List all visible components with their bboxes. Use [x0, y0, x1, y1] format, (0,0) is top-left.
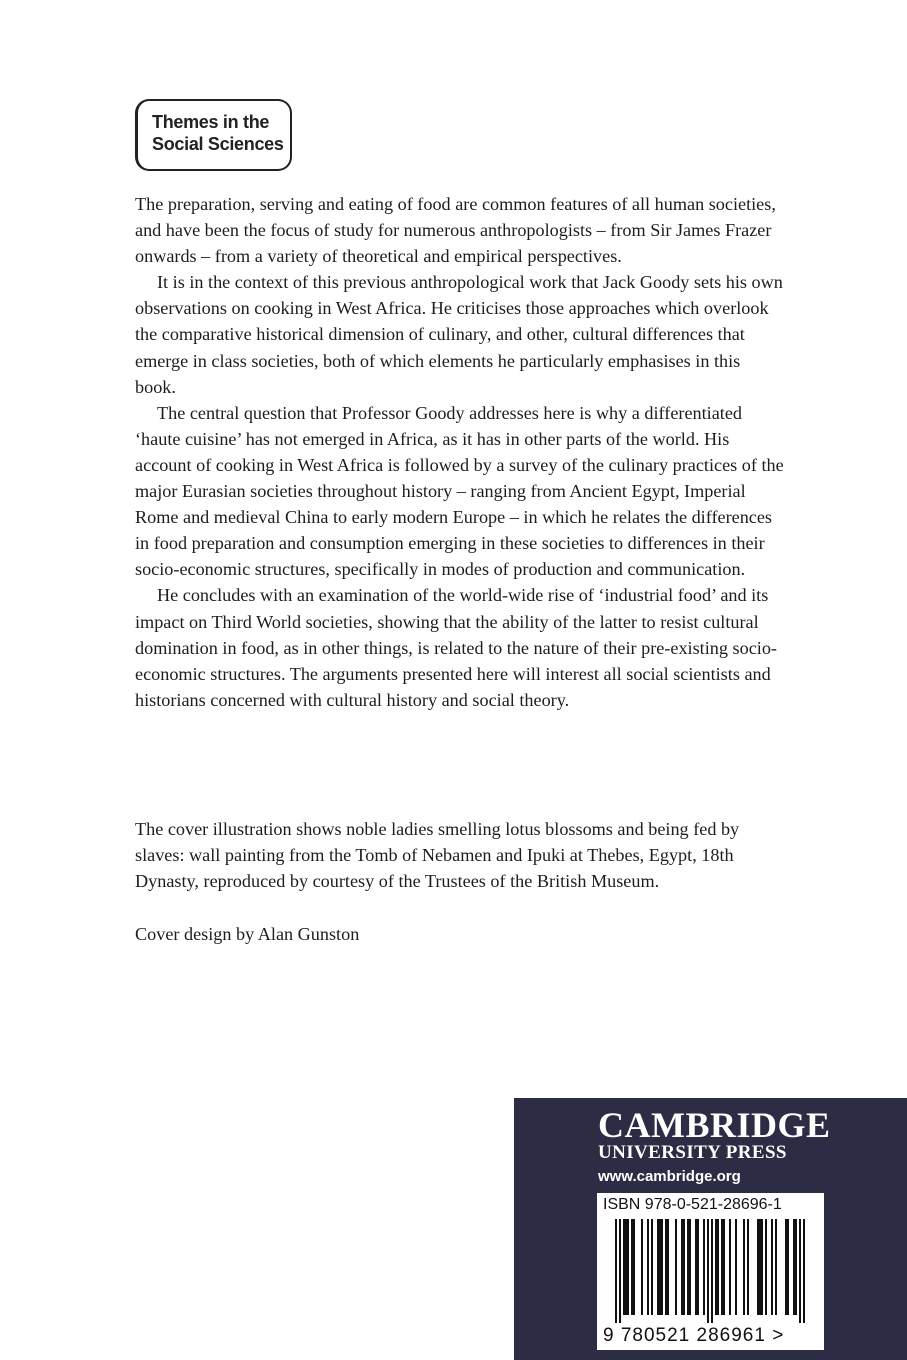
barcode-bar: [647, 1219, 649, 1315]
barcode-bar: [667, 1219, 669, 1315]
barcode-bar: [657, 1219, 659, 1315]
barcode-bar: [681, 1219, 683, 1315]
barcode-bar: [631, 1219, 633, 1315]
blurb-text: [135, 191, 785, 713]
barcode-bar: [799, 1219, 801, 1323]
barcode-bar: [711, 1219, 713, 1323]
barcode-digits: 9 780521 286961 >: [603, 1325, 785, 1346]
barcode-bar: [723, 1219, 725, 1315]
barcode-bar: [689, 1219, 691, 1315]
barcode-bar: [803, 1219, 805, 1323]
blurb-paragraph-3: The central question that Professor Goody addresses here is why a differentiated ‘haute cuisine’ has not emerged in Africa, as it has in other parts of the world. His account of cooking in West Africa is followed by a survey of the culinary practices of the major Eurasian societies throughout history – ranging from Ancient Egypt, Imperial Rome and medieval China to early modern Europe – in which he relates the differences in food preparation and consumption emerging in these societies to differences in their socio-economic structures, specifically in modes of production and communication.: [135, 402, 784, 580]
barcode-bar: [619, 1219, 621, 1323]
barcode-bar: [703, 1219, 705, 1315]
series-badge: [135, 99, 292, 171]
barcode-bar: [625, 1219, 627, 1315]
barcode-bar: [785, 1219, 787, 1315]
barcode-bar: [793, 1219, 795, 1315]
isbn-label: ISBN 978-0-521-28696-1: [603, 1196, 782, 1213]
barcode-bar: [771, 1219, 773, 1315]
barcode-bar: [697, 1219, 699, 1315]
barcode-bar: [721, 1219, 723, 1315]
barcode-bar: [661, 1219, 663, 1315]
cover-design-credit: Cover design by Alan Gunston: [135, 924, 360, 944]
barcode-bar: [717, 1219, 719, 1315]
blurb-paragraph-4: He concludes with an examination of the world-wide rise of ‘industrial food’ and its impact on Third World societies, showing that the ability of the latter to resist cultural domination in food, as in other things, is related to the nature of their pre-existing socio-economic structures. The arguments presented here will interest all social scientists and historians concerned with cultural history and social theory.: [135, 585, 777, 710]
barcode-bar: [633, 1219, 635, 1315]
barcode-bar: [675, 1219, 677, 1315]
barcode-bar: [707, 1219, 709, 1323]
blurb-paragraph-1: The preparation, serving and eating of food are common features of all human societies, and have been the focus of study for numerous anthropologists – from Sir James Frazer onwards – from a variety of theoretical and empirical perspectives.: [135, 194, 776, 267]
barcode-bar: [735, 1219, 737, 1315]
barcode-box: [597, 1193, 824, 1350]
barcode-bar: [765, 1219, 767, 1315]
barcode-bar: [651, 1219, 653, 1315]
cover-illustration-note: The cover illustration shows noble ladies smelling lotus blossoms and being fed by slaves: wall painting from the Tomb of Nebamen and Ipuki at Thebes, Egypt, 18th Dynasty, reproduced by courtesy of the Trustees of the British Museum.: [135, 819, 740, 892]
barcode-bar: [627, 1219, 629, 1315]
barcode-icon: [597, 1219, 824, 1325]
barcode-bar: [623, 1219, 625, 1315]
barcode-bar: [659, 1219, 661, 1315]
publisher-name: CAMBRIDGE: [598, 1105, 831, 1145]
barcode-bar: [683, 1219, 685, 1315]
barcode-bar: [715, 1219, 717, 1315]
barcode-bar: [787, 1219, 789, 1315]
series-badge-line1: Themes in the: [152, 112, 270, 132]
barcode-bar: [687, 1219, 689, 1315]
barcode-bar: [795, 1219, 797, 1315]
barcode-bar: [747, 1219, 749, 1315]
blurb-paragraph-2: It is in the context of this previous anthropological work that Jack Goody sets his own observations on cooking in West Africa. He criticises those approaches which overlook the comparative historical dimension of culinary, and other, cultural differences that emerge in class societies, both of which elements he particularly emphasises in this book.: [135, 272, 783, 397]
barcode-bar: [757, 1219, 759, 1315]
barcode-bar: [743, 1219, 745, 1315]
barcode-bar: [641, 1219, 643, 1315]
publisher-subtitle: UNIVERSITY PRESS: [598, 1142, 787, 1163]
publisher-panel: [514, 1098, 907, 1360]
barcode-bar: [761, 1219, 763, 1315]
barcode-bar: [665, 1219, 667, 1315]
barcode-bar: [695, 1219, 697, 1315]
publisher-url: www.cambridge.org: [598, 1168, 741, 1185]
barcode-bar: [759, 1219, 761, 1315]
barcode-bar: [729, 1219, 731, 1315]
barcode-bar: [775, 1219, 777, 1315]
series-badge-line2: Social Sciences: [152, 134, 284, 154]
barcode-bar: [615, 1219, 617, 1323]
